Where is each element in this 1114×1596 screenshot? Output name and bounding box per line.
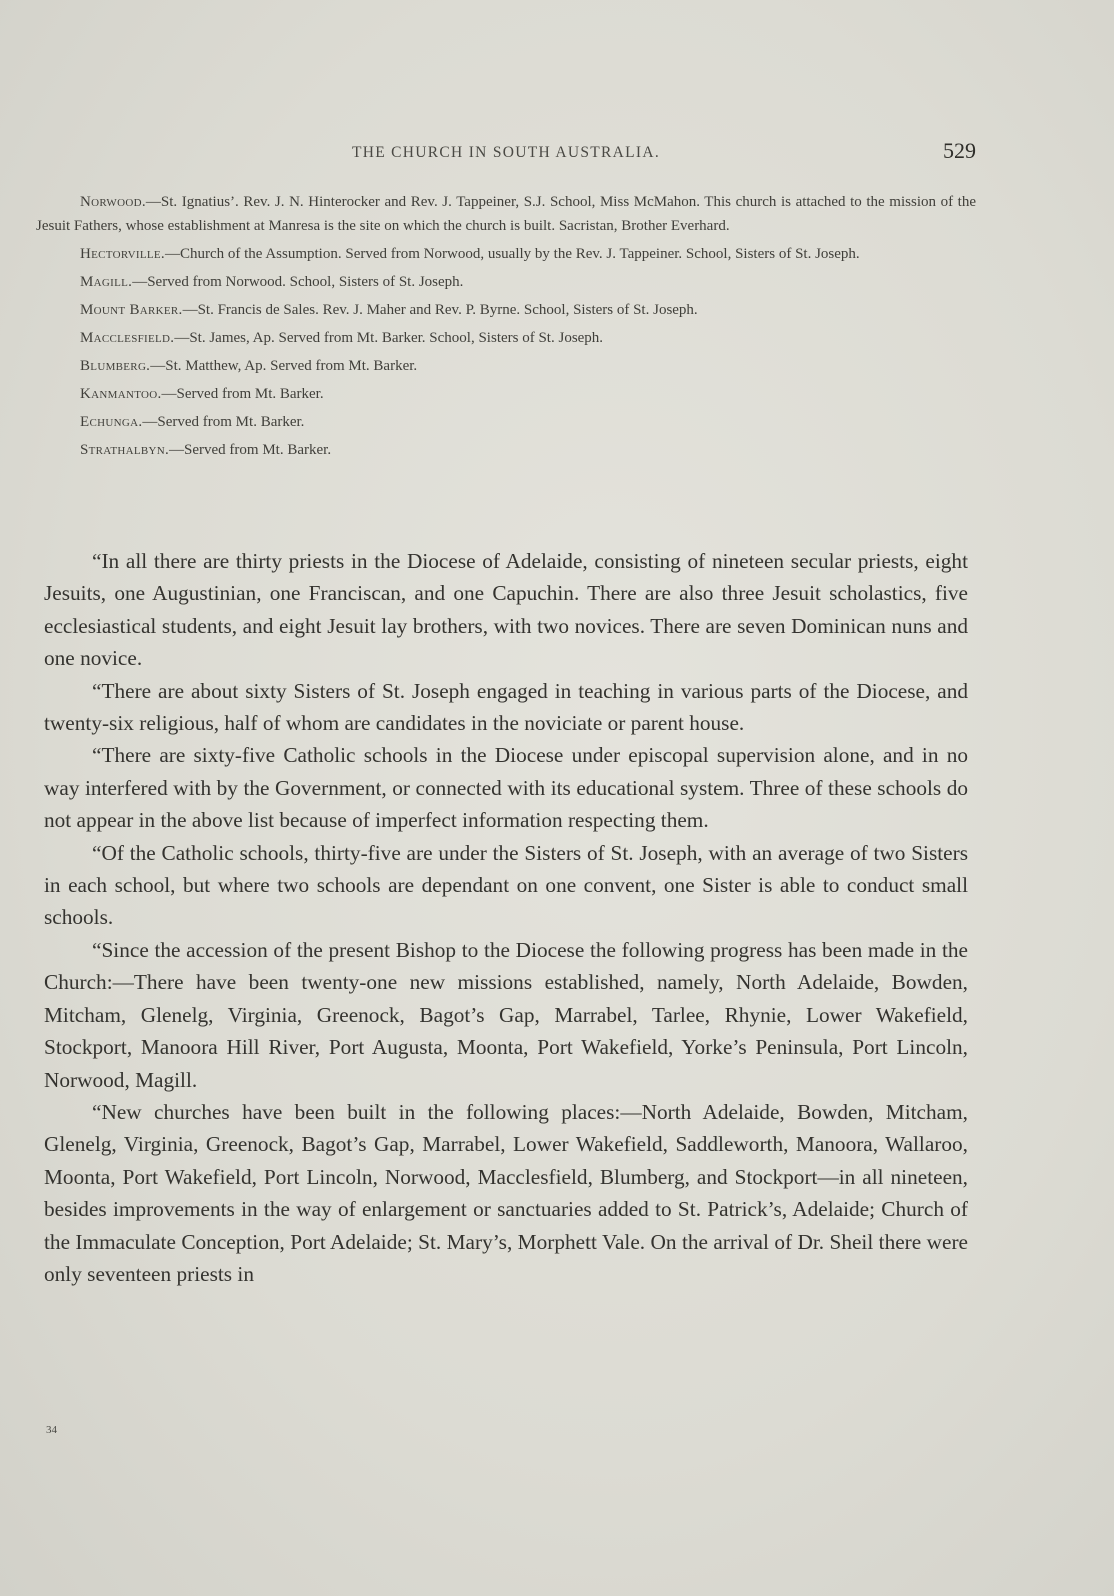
parish-details: —Served from Mt. Barker.	[161, 386, 324, 402]
parish-name: Hectorville.	[80, 246, 165, 262]
page-number: 529	[943, 138, 976, 163]
parish-name: Echunga.	[80, 414, 143, 430]
parish-entry	[36, 298, 976, 322]
body-paragraph: “In all there are thirty priests in the Diocese of Adelaide, consisting of nineteen secular priests, eight Jesuits, one Augustinian, one Franciscan, and one Capuchin. There are also three Jesuit scholastics, five ecclesiastical students, and eight Jesuit lay brothers, with two novices. There are seven Dominican nuns and one novice.	[44, 549, 968, 671]
parish-entry	[36, 242, 976, 266]
page-header	[36, 138, 976, 168]
parish-name: Blumberg.	[80, 358, 151, 374]
parish-details: —St. James, Ap. Served from Mt. Barker. School, Sisters of St. Joseph.	[174, 330, 604, 346]
signature-mark: 34	[46, 1424, 57, 1436]
parish-details: —Served from Norwood. School, Sisters of St. Joseph.	[132, 274, 464, 290]
body-paragraph: “There are sixty-five Catholic schools in the Diocese under episcopal supervision alone, and in no way interfered with by the Government, or connected with its educational system. Three of these schools do not appear in the above list because of imperfect information respecting them.	[44, 743, 968, 833]
body-text	[44, 545, 968, 1290]
parish-list	[36, 190, 976, 466]
parish-details: —Served from Mt. Barker.	[142, 414, 305, 430]
parish-details: —St. Francis de Sales. Rev. J. Maher and Rev. P. Byrne. School, Sisters of St. Joseph.	[182, 302, 698, 318]
parish-name: Macclesfield.	[80, 330, 175, 346]
body-paragraph: “Since the accession of the present Bishop to the Diocese the following progress has been made in the Church:—There have been twenty-one new missions established, namely, North Adelaide, Bowden, Mitcham, Glenelg, Virginia, Greenock, Bagot’s Gap, Marrabel, Tarlee, Rhynie, Lower Wakefield, Stockport, Manoora Hill River, Port Augusta, Moonta, Port Wakefield, Yorke’s Peninsula, Port Lincoln, Norwood, Magill.	[44, 937, 968, 1092]
parish-name: Norwood.	[80, 194, 146, 210]
parish-entry	[36, 410, 976, 434]
body-paragraph: “Of the Catholic schools, thirty-five are under the Sisters of St. Joseph, with an average of two Sisters in each school, but where two schools are dependant on one convent, one Sister is able to conduct small schools.	[44, 840, 968, 930]
parish-name: Mount Barker.	[80, 302, 183, 318]
parish-name: Kanmantoo.	[80, 386, 162, 402]
body-paragraph: “New churches have been built in the following places:—North Adelaide, Bowden, Mitcham, Glenelg, Virginia, Greenock, Bagot’s Gap, Marrabel, Lower Wakefield, Saddleworth, Manoora, Wallaroo, Moonta, Port Wakefield, Port Lincoln, Norwood, Macclesfield, Blumberg, and Stockport—in all nineteen, besides improvements in the way of enlargement or sanctuaries added to St. Patrick’s, Adelaide; Church of the Immaculate Conception, Port Adelaide; St. Mary’s, Morphett Vale. On the arrival of Dr. Sheil there were only seventeen priests in	[44, 1099, 968, 1286]
body-paragraph: “There are about sixty Sisters of St. Joseph engaged in teaching in various parts of the Diocese, and twenty-six religious, half of whom are candidates in the noviciate or parent house.	[44, 678, 968, 736]
parish-details: —St. Matthew, Ap. Served from Mt. Barker.	[150, 358, 418, 374]
parish-entry	[36, 270, 976, 294]
parish-details: —St. Ignatius’. Rev. J. N. Hinterocker and Rev. J. Tappeiner, S.J. School, Miss McMahon. This church is attached to the mission of the Jesuit Fathers, whose establishment at Manresa is the site on which the church is built. Sacristan, Brother Everhard.	[36, 194, 976, 234]
parish-entry	[36, 354, 976, 378]
parish-details: —Served from Mt. Barker.	[169, 442, 332, 458]
parish-name: Strathalbyn.	[80, 442, 170, 458]
running-title: THE CHURCH IN SOUTH AUSTRALIA.	[351, 144, 661, 161]
parish-entry	[36, 382, 976, 406]
parish-entry	[36, 438, 976, 462]
parish-name: Magill.	[80, 274, 133, 290]
parish-entry	[36, 190, 976, 238]
parish-entry	[36, 326, 976, 350]
parish-details: —Church of the Assumption. Served from Norwood, usually by the Rev. J. Tappeiner. School, Sisters of St. Joseph.	[164, 246, 860, 262]
